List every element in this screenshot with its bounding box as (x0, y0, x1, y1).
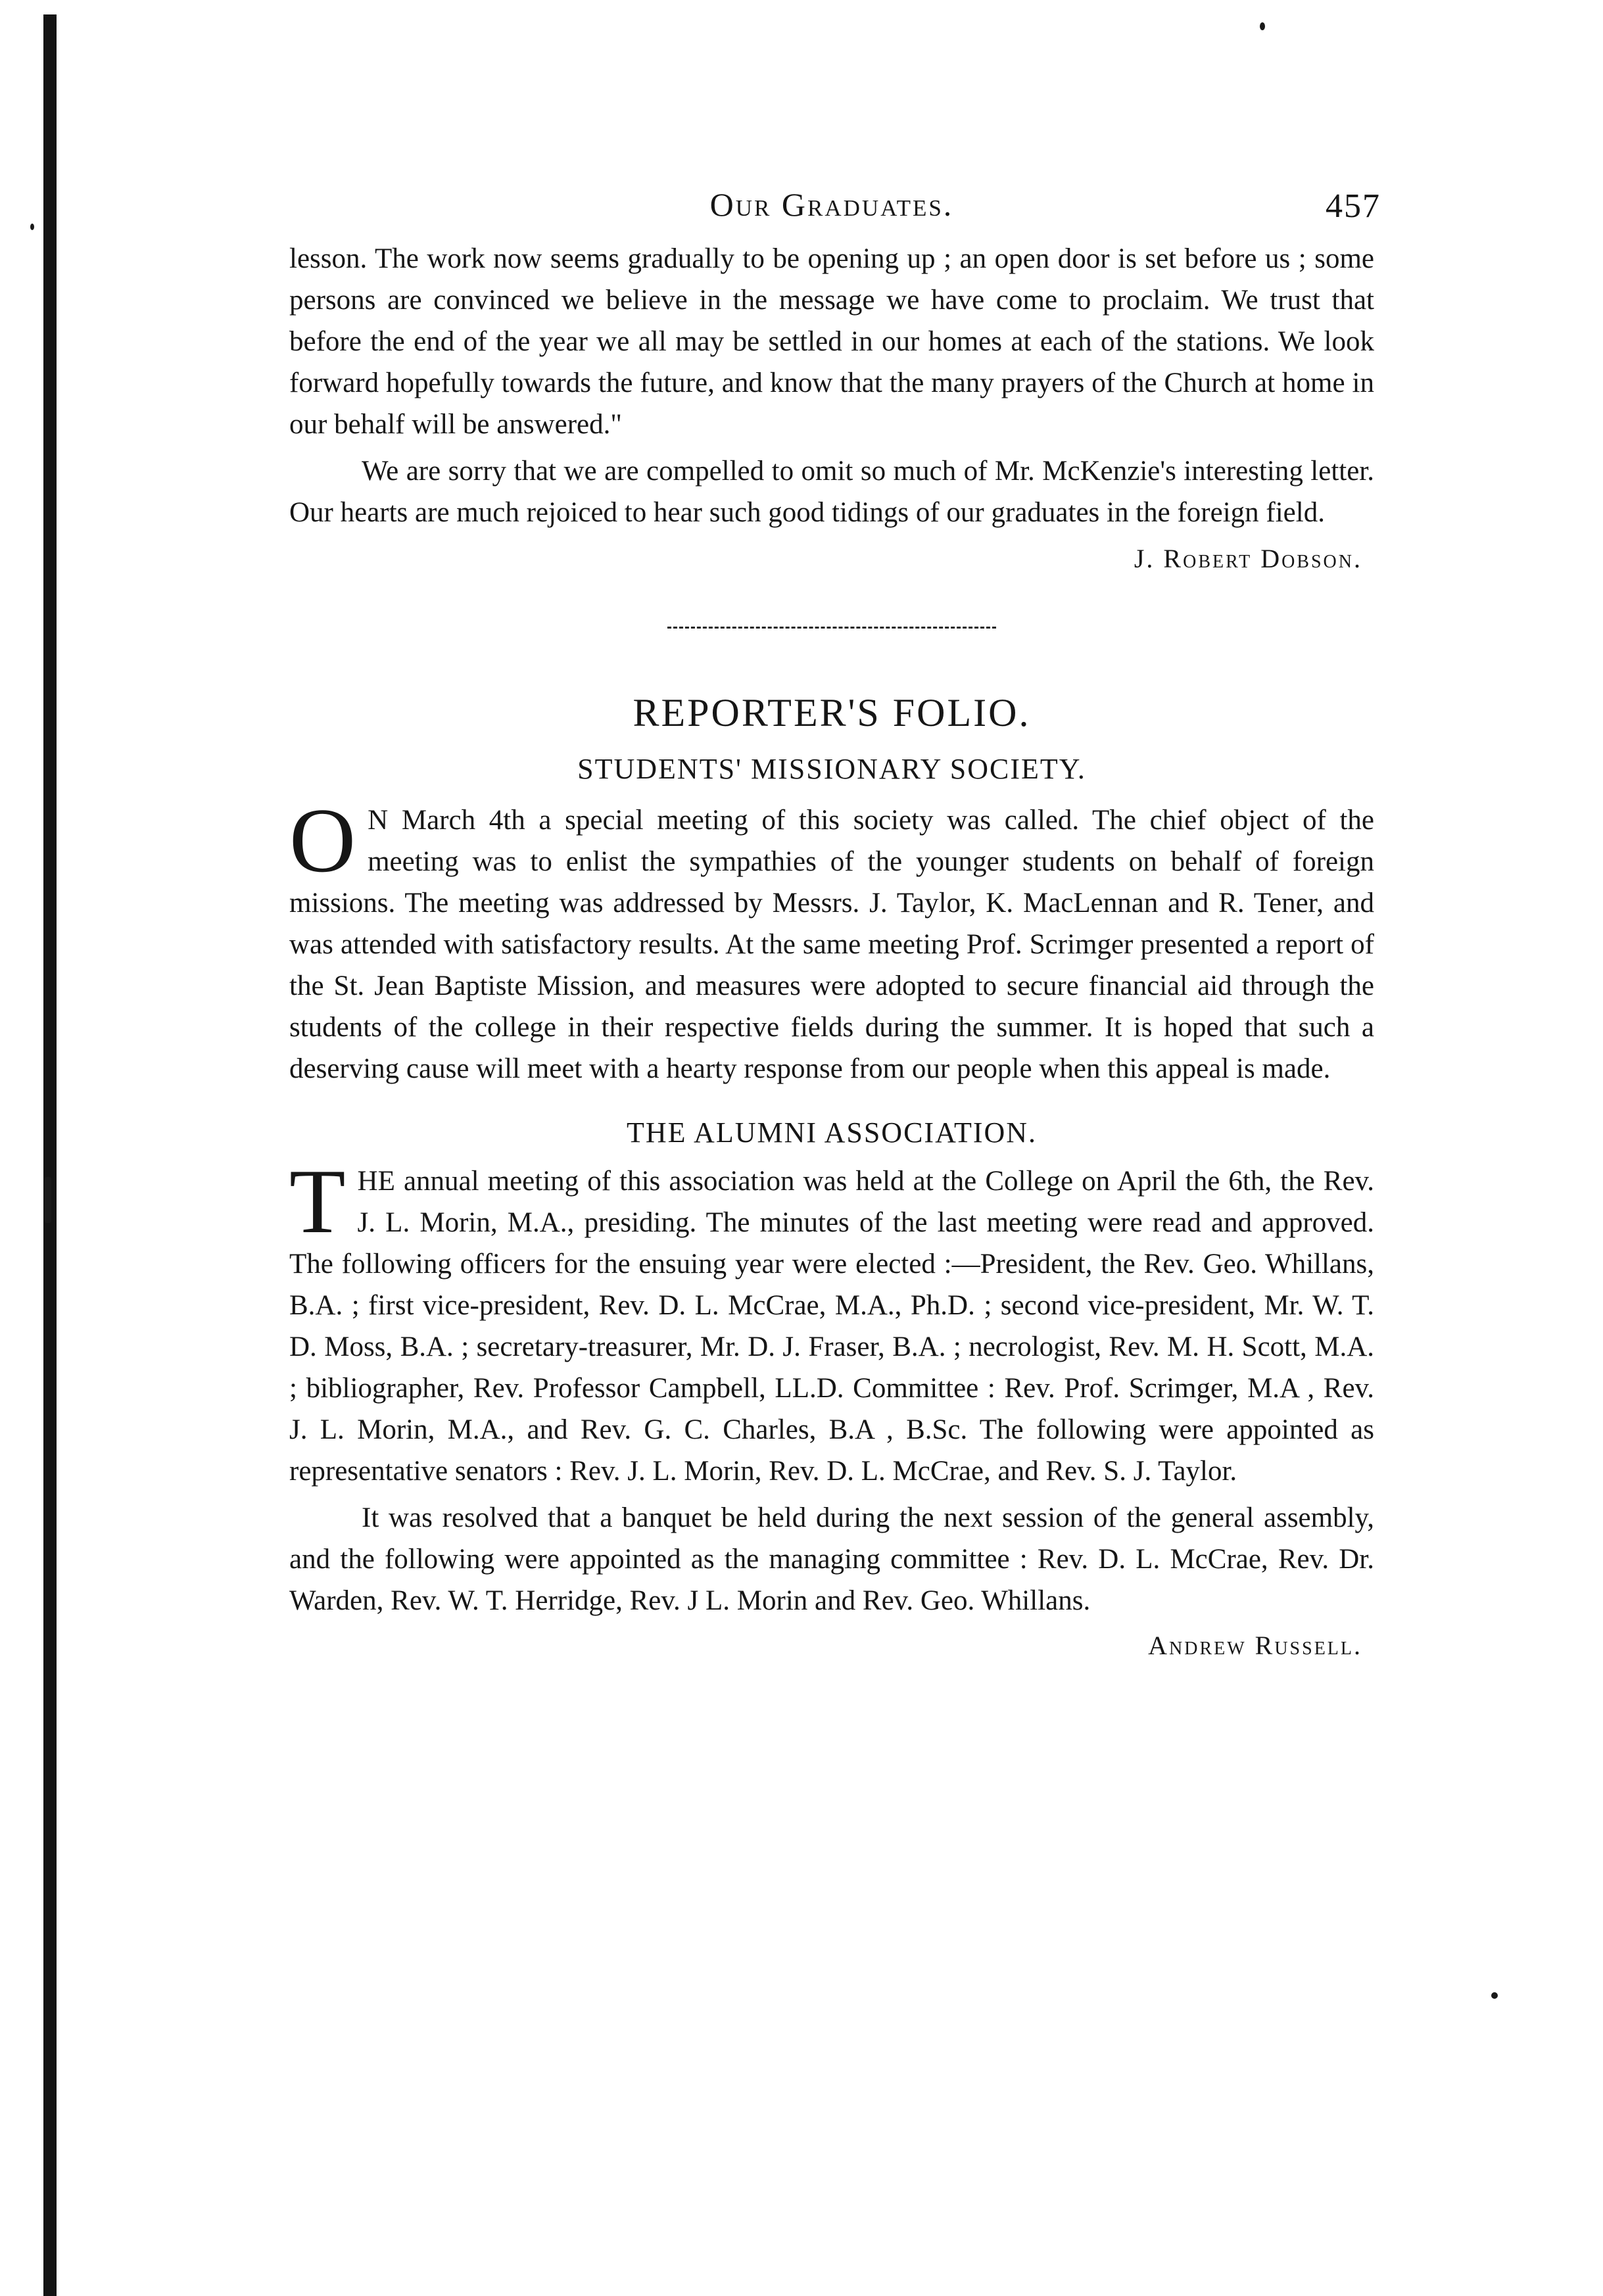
binding-edge (43, 14, 57, 2296)
editor-note: We are sorry that we are compelled to omit so much of Mr. McKenzie's interesting letter. Our hearts are much rejoiced to hear such good tidings of our graduates in the foreign field. (289, 456, 1374, 528)
page-number: 457 (1326, 187, 1381, 225)
banquet-paragraph: It was resolved that a banquet be held during the next session of the general assembly, and the following were appointed as the managing committee : Rev. D. L. McCrae, Rev. Dr. Warden, Rev. W. T. Herridge, Rev. J L. Morin and Rev. Geo. Whillans. (289, 1502, 1374, 1616)
section-title: REPORTER'S FOLIO. (633, 691, 1031, 734)
page-content (289, 164, 1381, 1667)
missionary-society-paragraph (289, 790, 1374, 1089)
signature-dobson: J. Robert Dobson. (1134, 544, 1362, 573)
scan-speck (1260, 22, 1265, 30)
letter-closing-paragraph: lesson. The work now seems gradually to be opening up ; an open door is set before us ; some persons are convinced we believe in the message we have come to proclaim. We trust that before the end of the year we all may be settled in our homes at each of the stations. We look forward hopefully towards the future, and know that the many prayers of the Church at home in our behalf will be answered." (289, 243, 1374, 440)
running-head (289, 185, 1381, 238)
paragraph-body: annual meeting of this association was held at the College on April the 6th, the Rev. J. L. Morin, M.A., presiding. The minutes of the last meeting were read and approved. The following officers for the ensuing year were elected :—President, the Rev. Geo. Whillans, B.A. ; first vice-president, Rev. D. L. McCrae, M.A., Ph.D. ; second vice-president, Mr. W. T. D. Moss, B.A. ; secretary-treasurer, Mr. D. J. Fraser, B.A. ; necrologist, Rev. M. H. Scott, M.A. ; bibliographer, Rev. Professor Campbell, LL.D. Committee : Rev. Prof. Scrimger, M.A , Rev. J. L. Morin, M.A., and Rev. G. C. Charles, B.A , B.Sc. The following were appointed as representative senators : Rev. J. L. Morin, Rev. D. L. McCrae, and Rev. S. J. Taylor. (289, 1166, 1374, 1487)
lead-letters: N (368, 805, 389, 836)
alumni-association-heading: THE ALUMNI ASSOCIATION. (626, 1116, 1038, 1149)
drop-cap: T (289, 1151, 346, 1253)
drop-cap: O (289, 790, 356, 892)
missionary-society-heading: STUDENTS' MISSIONARY SOCIETY. (577, 753, 1086, 785)
scan-speck (30, 224, 34, 230)
scan-speck (45, 1177, 51, 1223)
running-title: Our Graduates. (709, 186, 954, 223)
scan-speck (1491, 1992, 1498, 1999)
alumni-meeting-paragraph (289, 1151, 1374, 1492)
paragraph-body: March 4th a special meeting of this society was called. The chief object of the meeting was to enlist the sympathies of the younger students on behalf of foreign missions. The meeting was addressed by Messrs. J. Taylor, K. MacLennan and R. Tener, and was attended with satisfactory results. At the same meeting Prof. Scrimger presented a report of the St. Jean Baptiste Mission, and measures were adopted to secure financial aid through the students of the college in their respective fields during the summer. It is hoped that such a deserving cause will meet with a hearty response from our people when this appeal is made. (289, 805, 1374, 1084)
lead-letters: HE (357, 1166, 395, 1197)
signature-russell: Andrew Russell. (1148, 1631, 1362, 1660)
section-divider (667, 627, 996, 629)
